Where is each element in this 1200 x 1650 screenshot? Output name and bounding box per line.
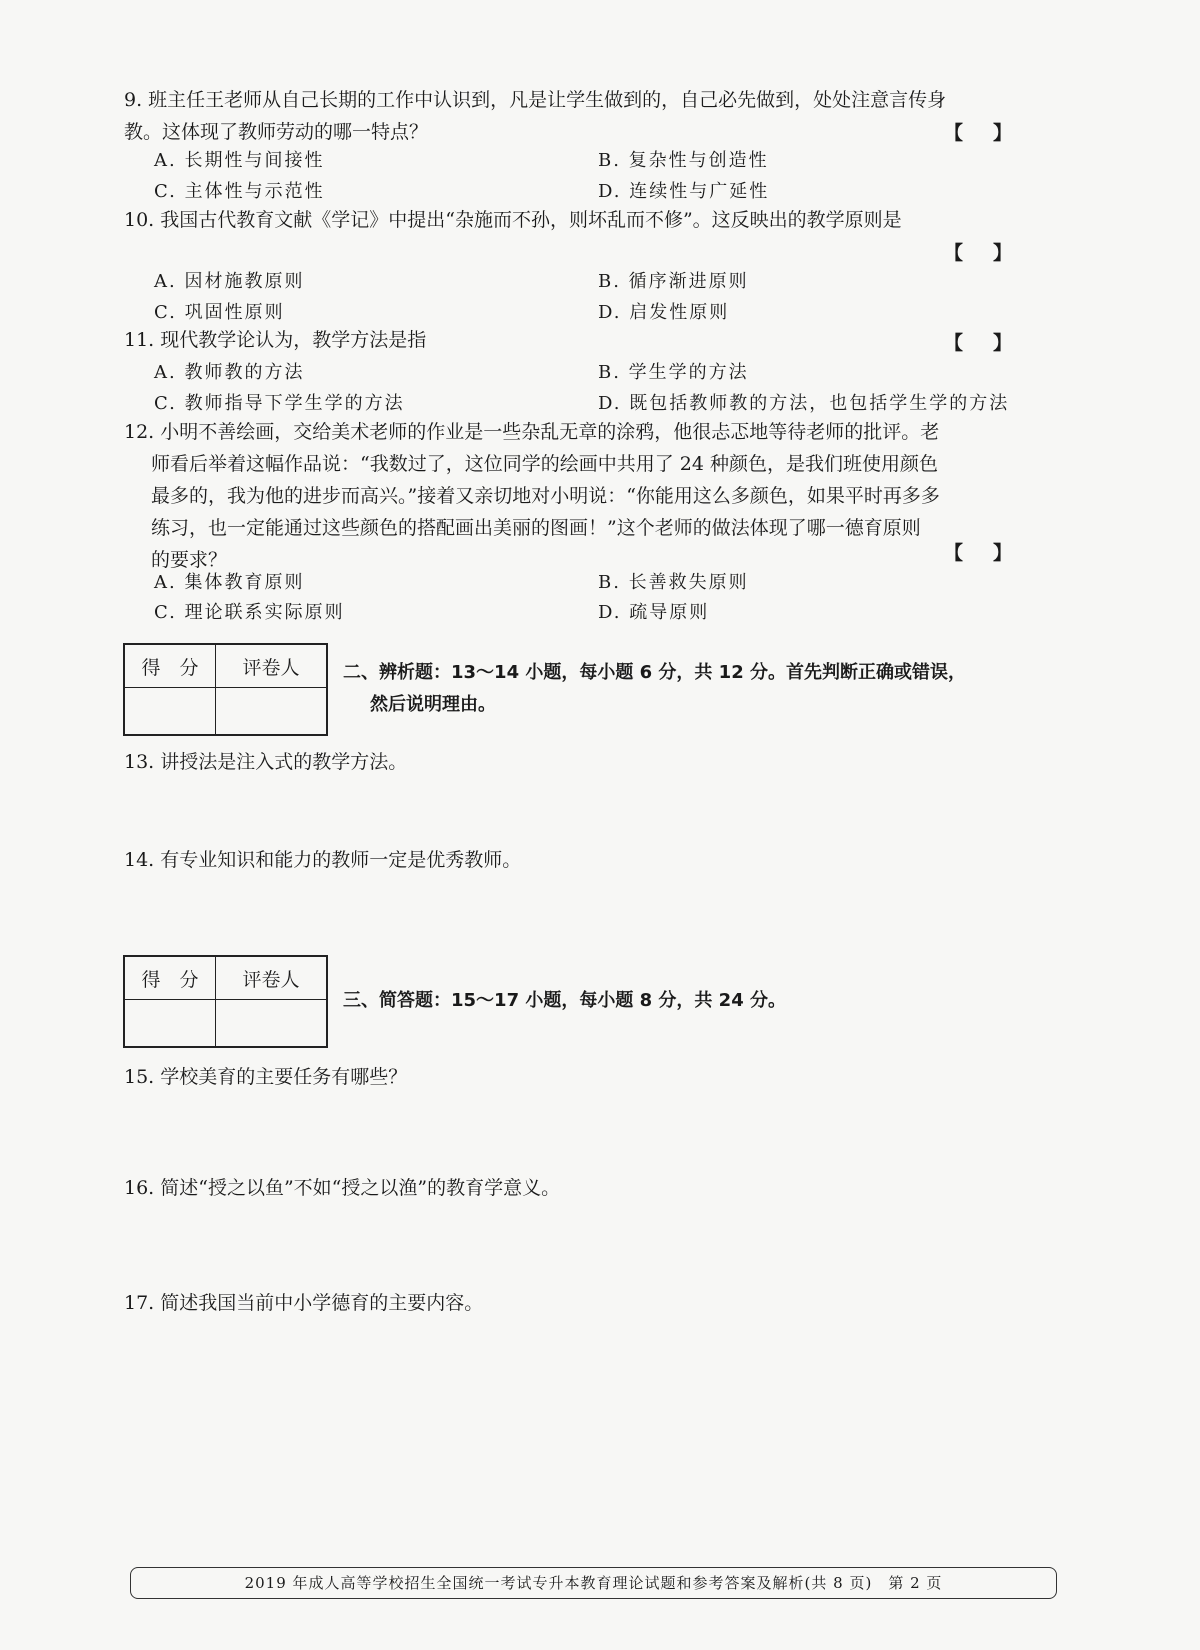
question-13: 13. 讲授法是注入式的教学方法。 xyxy=(124,751,408,773)
option-9b: B. 复杂性与创造性 xyxy=(598,150,769,171)
option-10c: C. 巩固性原则 xyxy=(154,302,285,323)
question-16: 16. 简述“授之以鱼”不如“授之以渔”的教育学意义。 xyxy=(124,1177,561,1199)
option-12d: D. 疏导原则 xyxy=(598,602,710,623)
answer-bracket-10: 【】 xyxy=(943,242,1042,264)
question-9-line-1: 9. 班主任王老师从自己长期的工作中认识到，凡是让学生做到的，自己必先做到，处处注意言传身 xyxy=(124,89,947,111)
score-cell[interactable] xyxy=(124,1000,216,1048)
score-cell[interactable] xyxy=(124,688,216,736)
question-9-line-2: 教。这体现了教师劳动的哪一特点？ xyxy=(124,121,429,143)
option-11d: D. 既包括教师教的方法，也包括学生学的方法 xyxy=(598,393,1010,414)
answer-bracket-11: 【】 xyxy=(943,332,1042,354)
section-2-heading xyxy=(343,657,966,721)
score-header: 得 分 xyxy=(124,956,216,1000)
grader-cell[interactable] xyxy=(216,1000,328,1048)
option-12c: C. 理论联系实际原则 xyxy=(154,602,345,623)
score-header: 得 分 xyxy=(124,644,216,688)
question-12-line-1: 12. 小明不善绘画，交给美术老师的作业是一些杂乱无章的涂鸦，他很忐忑地等待老师的批评。老 xyxy=(124,421,940,443)
question-12-line-3: 最多的，我为他的进步而高兴。”接着又亲切地对小明说：“你能用这么多颜色，如果平时再多多 xyxy=(151,485,940,507)
option-11c: C. 教师指导下学生学的方法 xyxy=(154,393,405,414)
section-2-line-1: 二、辨析题：13～14 小题，每小题 6 分，共 12 分。首先判断正确或错误， xyxy=(343,662,967,683)
question-12-line-2: 师看后举着这幅作品说：“我数过了，这位同学的绘画中共用了 24 种颜色，是我们班使用颜色 xyxy=(151,453,938,475)
answer-bracket-12: 【】 xyxy=(943,542,1042,564)
grader-header: 评卷人 xyxy=(216,956,328,1000)
question-9 xyxy=(124,84,946,148)
section-3-heading xyxy=(343,985,786,1017)
section-2-line-2: 然后说明理由。 xyxy=(370,694,496,715)
answer-bracket-9: 【】 xyxy=(943,122,1042,144)
question-14: 14. 有专业知识和能力的教师一定是优秀教师。 xyxy=(124,849,522,871)
option-10d: D. 启发性原则 xyxy=(598,302,730,323)
score-table-section-2 xyxy=(123,643,328,736)
question-12-line-4: 练习，也一定能通过这些颜色的搭配画出美丽的图画！”这个老师的做法体现了哪一德育原则 xyxy=(151,517,921,539)
section-3-line-1: 三、简答题：15～17 小题，每小题 8 分，共 24 分。 xyxy=(343,990,787,1011)
score-table-section-3 xyxy=(123,955,328,1048)
question-12 xyxy=(124,416,940,576)
option-12a: A. 集体教育原则 xyxy=(154,572,305,593)
question-10 xyxy=(124,204,902,236)
option-11a: A. 教师教的方法 xyxy=(154,362,305,383)
option-9d: D. 连续性与广延性 xyxy=(598,181,770,202)
option-11b: B. 学生学的方法 xyxy=(598,362,749,383)
question-11 xyxy=(124,324,426,356)
option-12b: B. 长善救失原则 xyxy=(598,572,749,593)
option-10a: A. 因材施教原则 xyxy=(154,271,305,292)
question-12-line-5: 的要求？ xyxy=(151,549,228,571)
question-15: 15. 学校美育的主要任务有哪些？ xyxy=(124,1066,408,1088)
grader-cell[interactable] xyxy=(216,688,328,736)
question-17: 17. 简述我国当前中小学德育的主要内容。 xyxy=(124,1292,484,1314)
page-footer: 2019 年成人高等学校招生全国统一考试专升本教育理论试题和参考答案及解析(共 8 页) 第 2 页 xyxy=(130,1567,1057,1599)
option-10b: B. 循序渐进原则 xyxy=(598,271,749,292)
option-9a: A. 长期性与间接性 xyxy=(154,150,325,171)
question-11-line-1: 11. 现代教学论认为，教学方法是指 xyxy=(124,329,427,351)
grader-header: 评卷人 xyxy=(216,644,328,688)
option-9c: C. 主体性与示范性 xyxy=(154,181,325,202)
question-10-line-1: 10. 我国古代教育文献《学记》中提出“杂施而不孙，则坏乱而不修”。这反映出的教学原则是 xyxy=(124,209,902,231)
